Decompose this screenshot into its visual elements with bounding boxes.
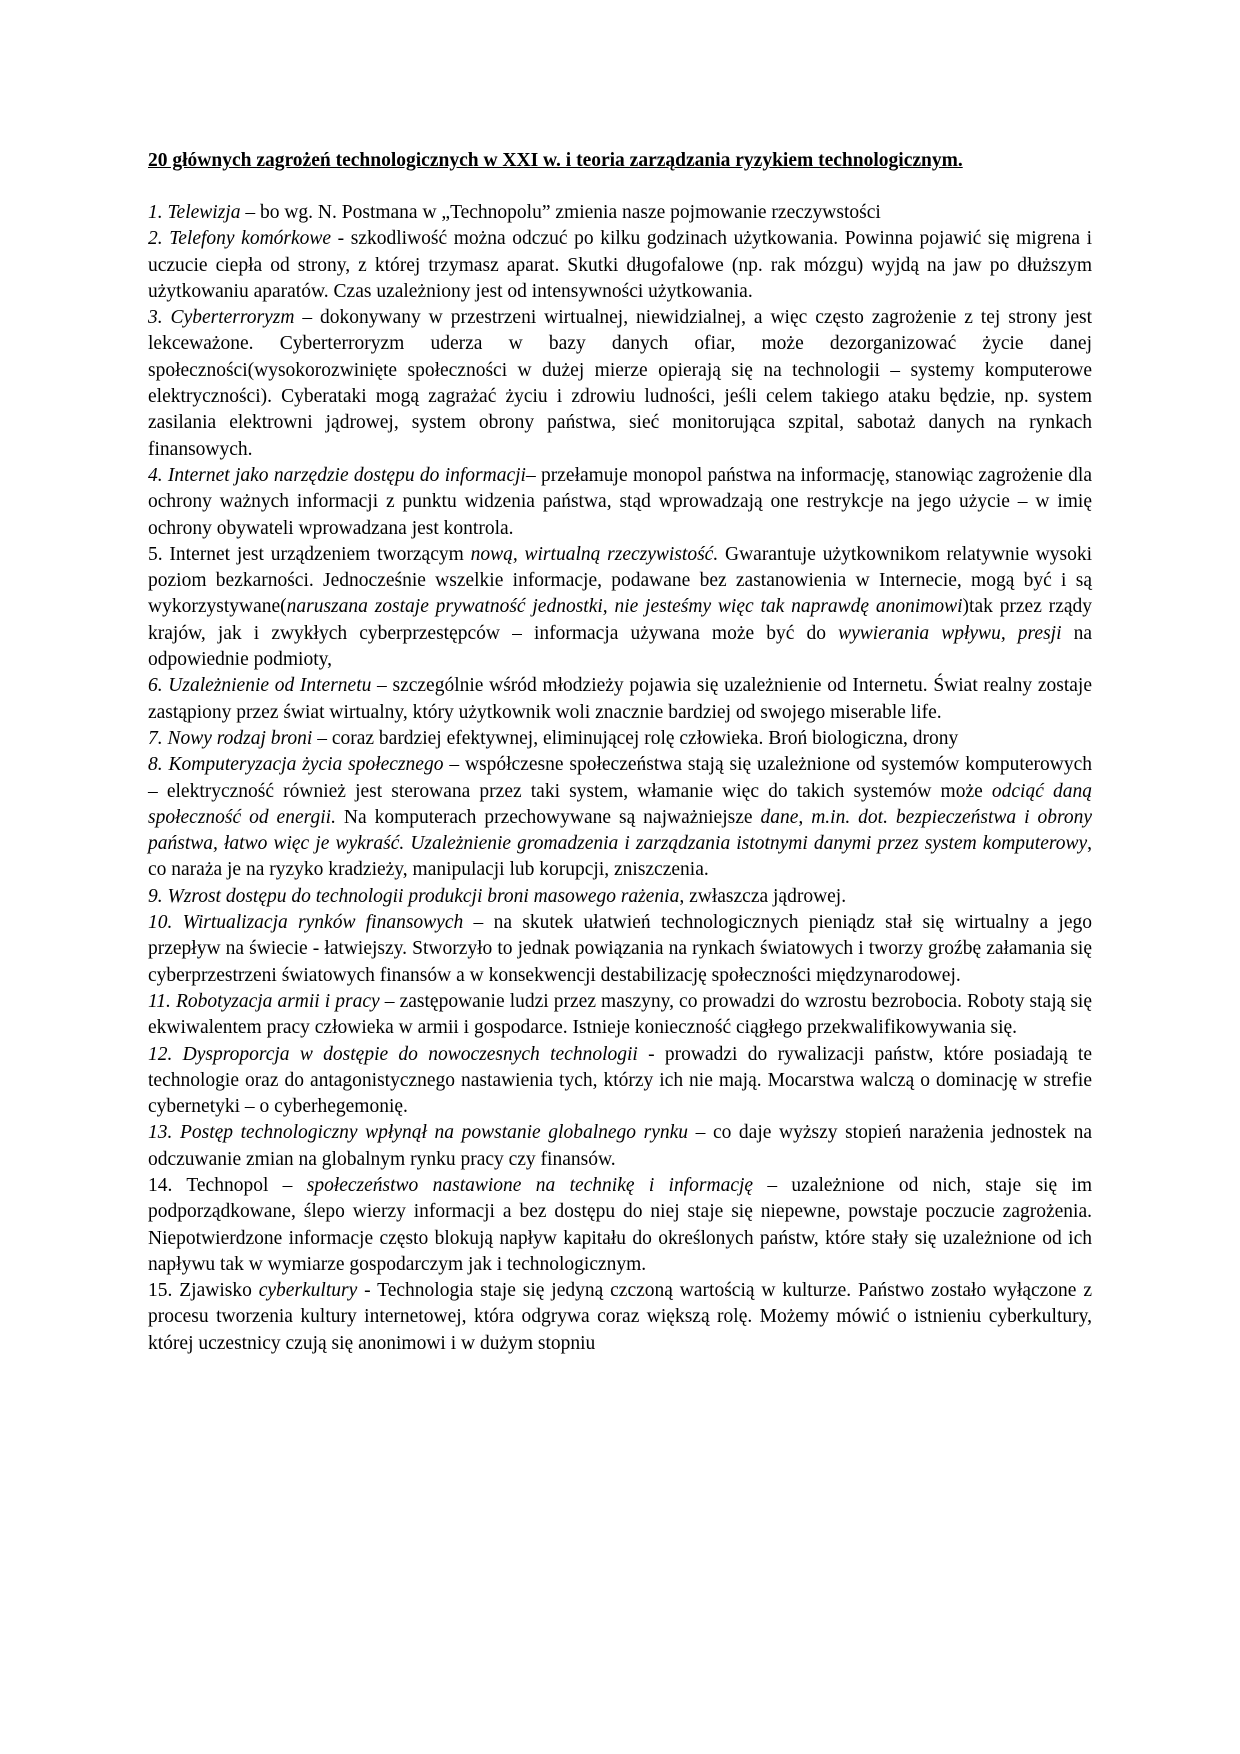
text-run: - Technologia staje się jedyną czczoną wartością w kulturze. Państwo zostało wyłączone z procesu tworzenia kultury internetowej, która odgrywa coraz większą rolę. Możemy mówić o istnieniu cyberkultury, której uczestnicy czują się anonimowi i w dużym stopniu <box>148 1280 1092 1354</box>
list-item <box>148 305 1092 463</box>
list-item <box>148 463 1092 542</box>
italic-text-run: 12. Dysproporcja w dostępie do nowoczesnych technologii <box>148 1043 638 1065</box>
text-run: – dokonywany w przestrzeni wirtualnej, niewidzialnej, a więc często zagrożenie z tej strony jest lekceważone. Cyberterroryzm uderza w bazy danych ofiar, może dezorganizować życie danej społeczności(wysokorozwinięte społeczności w dużej mierze opierają się na technologii – systemy komputerowe elektryczności). Cyberataki mogą zagrażać życiu i zdrowiu ludności, jeśli celem takiego ataku będzie, np. system zasilania elektrowni jądrowej, system obrony państwa, sieć monitorująca szpital, sabotaż danych na rynkach finansowych. <box>148 307 1092 460</box>
text-run: - szkodliwość można odczuć po kilku godzinach użytkowania. Powinna pojawić się migrena i uczucie ciepła od strony, z której trzymasz aparat. Skutki długofalowe (np. rak mózgu) wyjdą na jaw po dłuższym użytkowaniu aparatów. Czas uzależniony jest od intensywności użytkowania. <box>148 228 1093 302</box>
list-item <box>148 752 1092 883</box>
italic-text-run: wywierania wpływu, presji <box>838 622 1062 644</box>
text-run: – co daje wyższy stopień narażenia jednostek na odczuwanie zmian na globalnym rynku pracy czy finansów. <box>148 1122 1092 1170</box>
list-item <box>148 1278 1092 1357</box>
list-item <box>148 200 1092 226</box>
text-run: – zastępowanie ludzi przez maszyny, co prowadzi do wzrostu bezrobocia. Roboty stają się ekwiwalentem pracy człowieka w armii i gospodarce. Istnieje konieczność ciągłego przekwalifikowywania się. <box>148 990 1092 1039</box>
list-item <box>148 542 1092 673</box>
list-item <box>148 989 1092 1042</box>
text-run: 5. Internet jest urządzeniem tworzącym <box>148 543 471 565</box>
text-run: )tak przez rządy krajów, jak i zwykłych cyberprzestępców – informacja używana może być do <box>148 596 1092 644</box>
list-item <box>148 726 1092 752</box>
text-run: – bo wg. N. Postmana w „Technopolu” zmienia nasze pojmowanie rzeczywstości <box>240 202 881 223</box>
document-title: 20 głównych zagrożeń technologicznych w XXI w. i teoria zarządzania ryzykiem technologicznym. <box>148 150 963 171</box>
italic-text-run: 4. Internet jako narzędzie dostępu do informacji <box>148 464 526 486</box>
list-item <box>148 884 1092 910</box>
text-run: 14. Technopol – <box>148 1174 307 1196</box>
italic-text-run: 8. Komputeryzacja życia społecznego <box>148 754 444 776</box>
text-run: 15. Zjawisko <box>148 1280 259 1302</box>
italic-text-run: 7. Nowy rodzaj broni <box>148 727 313 749</box>
italic-text-run: 11. Robotyzacja armii i pracy <box>148 990 380 1012</box>
italic-text-run: cyberkultury <box>258 1280 358 1302</box>
text-run: – coraz bardziej efektywnej, eliminującej rolę człowieka. Broń biologiczna, drony <box>312 727 959 749</box>
text-run: - prowadzi do rywalizacji państw, które posiadają te technologie oraz do antagonistycznego nastawienia tych, którzy ich nie mają. Mocarstwa walczą o dominację w strefie cybernetyki – o cyberhegemonię. <box>148 1043 1093 1118</box>
document-body <box>148 200 1092 1357</box>
text-run: – przełamuje monopol państwa na informację, stanowiąc zagrożenie dla ochrony ważnych informacji z punktu widzenia państwa, stąd wprowadzają one restrykcje na jego użycie – w imię ochrony obywateli wprowadzana jest kontrola. <box>148 464 1093 539</box>
italic-text-run: 2. Telefony komórkowe <box>148 228 332 250</box>
italic-text-run: nową, wirtualną rzeczywistość. <box>470 543 719 565</box>
text-run: , co naraża je na ryzyko kradzieży, manipulacji lub korupcji, zniszczenia. <box>148 833 1092 881</box>
italic-text-run: odciąć daną społeczność od energii. <box>148 780 1092 828</box>
list-item <box>148 1173 1092 1278</box>
text-run: Na komputerach przechowywane są najważniejsze <box>335 806 761 828</box>
italic-text-run: dane, m.in. dot. bezpieczeństwa i obrony państwa, łatwo więc je wykraść. Uzależnienie gromadzenia i zarządzania istotnymi danymi przez system komputerowy <box>148 806 1092 855</box>
italic-text-run: 13. Postęp technologiczny wpłynął na powstanie globalnego rynku <box>148 1122 689 1144</box>
text-run: , zwłaszcza jądrowej. <box>679 885 847 907</box>
list-item <box>148 226 1092 305</box>
list-item <box>148 1120 1092 1173</box>
text-run: – na skutek ułatwień technologicznych pieniądz stał się wirtualny a jego przepływ na świecie - łatwiejszy. Stworzyło to jednak powiązania na rynkach światowych i tworzy groźbę załamania się cyberprzestrzeni światowych finansów a w konsekwencji destabilizację społeczności międzynarodowej. <box>148 912 1092 986</box>
text-run: – szczególnie wśród młodzieży pojawia się uzależnienie od Internetu. Świat realny zostaje zastąpiony przez świat wirtualny, który użytkownik woli znacznie bardziej od swojego miserable life. <box>148 675 1092 723</box>
text-run: Gwarantuje użytkownikom relatywnie wysoki poziom bezkarności. Jednocześnie wszelkie informacje, podawane bez zastanowienia w Internecie, mogą być i są wykorzystywane( <box>148 543 1092 618</box>
list-item <box>148 910 1092 989</box>
list-item <box>148 1042 1092 1121</box>
text-run: na odpowiednie podmioty, <box>148 622 1093 671</box>
text-run: – współczesne społeczeństwa stają się uzależnione od systemów komputerowych – elektryczność również jest sterowana przez taki system, włamanie więc do takich systemów może <box>148 754 1092 802</box>
italic-text-run: naruszana zostaje prywatność jednostki, nie jesteśmy więc tak naprawdę anonimowi <box>286 596 963 618</box>
italic-text-run: 9. Wzrost dostępu do technologii produkcji broni masowego rażenia <box>148 885 680 907</box>
italic-text-run: 1. Telewizja <box>148 202 241 223</box>
text-run: – uzależnione od nich, staje się im podporządkowane, ślepo wierzy informacji a bez dostępu do niej staje się niepewne, powstaje poczucie zagrożenia. Niepotwierdzone informacje często blokują napływ kapitału do określonych państw, które stały się uzależnione od ich napływu tak w wymiarze gospodarczym jak i technologicznym. <box>148 1174 1092 1275</box>
italic-text-run: społeczeństwo nastawione na technikę i informację <box>306 1174 754 1196</box>
italic-text-run: 6. Uzależnienie od Internetu <box>148 675 372 697</box>
italic-text-run: 10. Wirtualizacja rynków finansowych <box>148 912 464 934</box>
list-item <box>148 673 1092 726</box>
italic-text-run: 3. Cyberterroryzm <box>148 307 295 329</box>
